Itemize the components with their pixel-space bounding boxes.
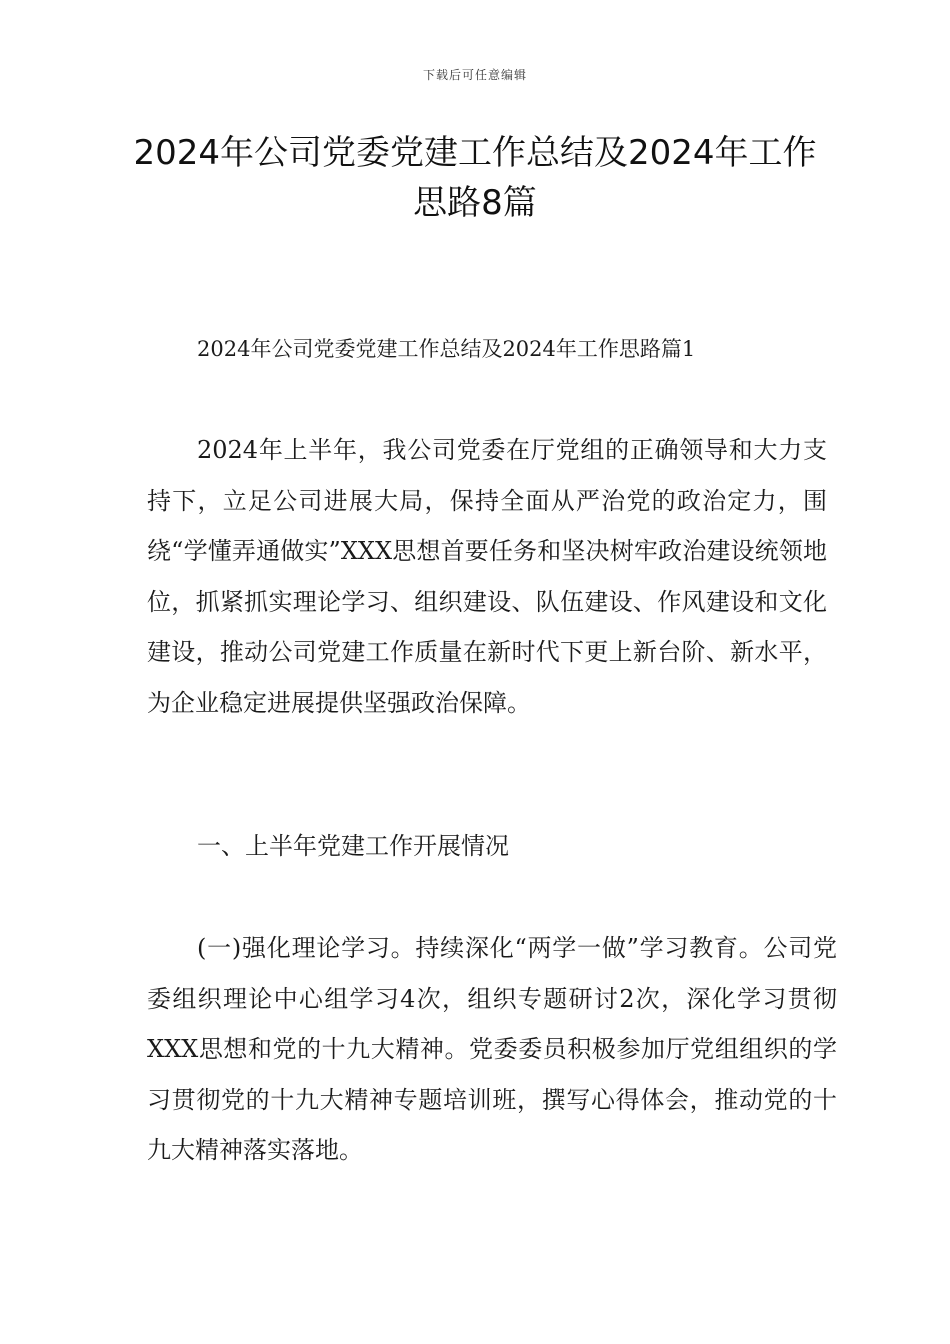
item-paragraph: (一)强化理论学习。持续深化“两学一做”学习教育。公司党委组织理论中心组学习4次，组织专题研讨2次，深化学习贯彻XXX思想和党的十九大精神。党委委员积极参加厅党组组织的学习贯彻党的十九大精神专题培训班，撰写心得体会，推动党的十九大精神落实落地。 xyxy=(147,934,837,1164)
article-heading: 2024年公司党委党建工作总结及2024年工作思路篇1 xyxy=(197,337,696,361)
section-heading: 一、上半年党建工作开展情况 xyxy=(197,832,509,860)
intro-paragraph: 2024年上半年，我公司党委在厅党组的正确领导和大力支持下，立足公司进展大局，保持全面从严治党的政治定力，围绕“学懂弄通做实”XXX思想首要任务和坚决树牢政治建设统领地位，抓紧抓实理论学习、组织建设、队伍建设、作风建设和文化建设，推动公司党建工作质量在新时代下更上新台阶、新水平，为企业稳定进展提供坚强政治保障。 xyxy=(147,436,827,717)
header-note: 下载后可任意编辑 xyxy=(422,68,527,82)
document-title: 2024年公司党委党建工作总结及2024年工作思路8篇 xyxy=(133,133,817,223)
